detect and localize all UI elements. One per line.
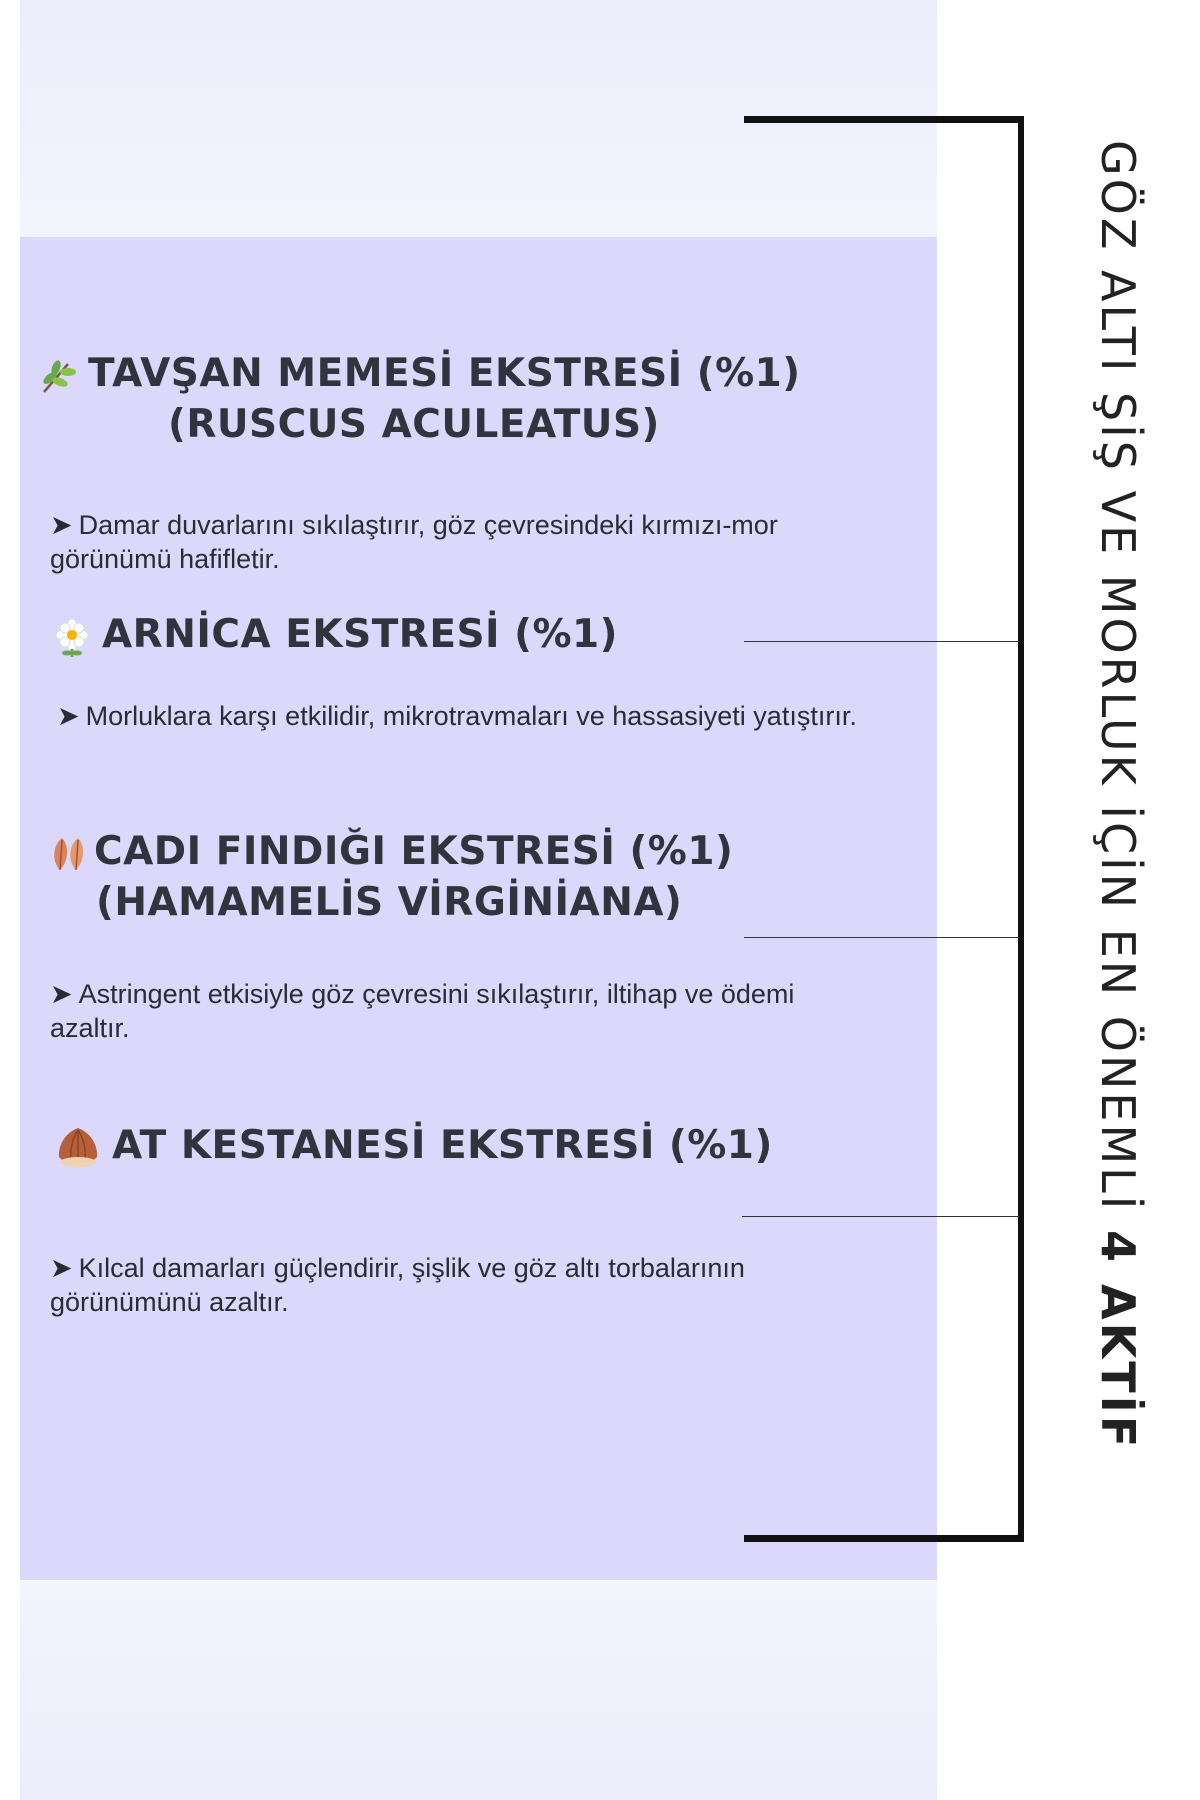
bracket-top-line [744,116,1024,123]
active-name-line1: TAVŞAN MEMESİ EKSTRESİ (%1) [88,351,801,396]
active-name-line1: ARNİCA EKSTRESİ (%1) [102,612,619,657]
vertical-title [1085,140,1145,1460]
description-text: Morluklara karşı etkilidir, mikrotravmaları ve hassasiyeti yatıştırır. [85,701,857,731]
title-main: GÖZ ALTI ŞİŞ VE MORLUK İÇİN EN ÖNEMLİ [1091,140,1145,1213]
active-heading-ruscus [38,348,801,450]
title-highlight: 4 AKTİF [1091,1230,1145,1451]
leaves-icon [48,834,92,874]
active-name-line1: CADI FINDIĞI EKSTRESİ (%1) [94,829,734,874]
active-description-ruscus [50,508,870,576]
flower-icon [52,617,92,657]
bracket-vertical-line [1018,116,1024,1542]
active-description-hamamelis [50,977,870,1045]
arrow-icon: ➤ [50,979,73,1009]
description-text: Astringent etkisiyle göz çevresini sıkılaştırır, iltihap ve ödemi azaltır. [50,979,795,1043]
active-heading-hamamelis [48,826,733,928]
bracket-bottom-line [744,1535,1024,1542]
active-name-line1: AT KESTANESİ EKSTRESİ (%1) [112,1123,773,1168]
connector-line-chestnut [742,1216,1020,1217]
arrow-icon: ➤ [50,510,73,540]
description-text: Kılcal damarları güçlendirir, şişlik ve göz altı torbalarının görünümünü azaltır. [50,1253,745,1317]
connector-line-hamamelis [744,937,1020,938]
active-heading-arnica [52,609,618,660]
arrow-icon: ➤ [50,1253,73,1283]
description-text: Damar duvarlarını sıkılaştırır, göz çevresindeki kırmızı-mor görünümü hafifletir. [50,510,778,574]
arrow-icon: ➤ [57,701,80,731]
active-description-arnica [57,699,877,733]
connector-line-arnica [744,641,1020,642]
chestnut-icon [54,1125,102,1171]
active-heading-chestnut [54,1120,773,1171]
active-description-chestnut [50,1251,870,1319]
herb-icon [38,356,78,396]
active-name-line2: (HAMAMELİS VİRGİNİANA) [96,880,683,925]
active-name-line2: (RUSCUS ACULEATUS) [168,402,660,447]
